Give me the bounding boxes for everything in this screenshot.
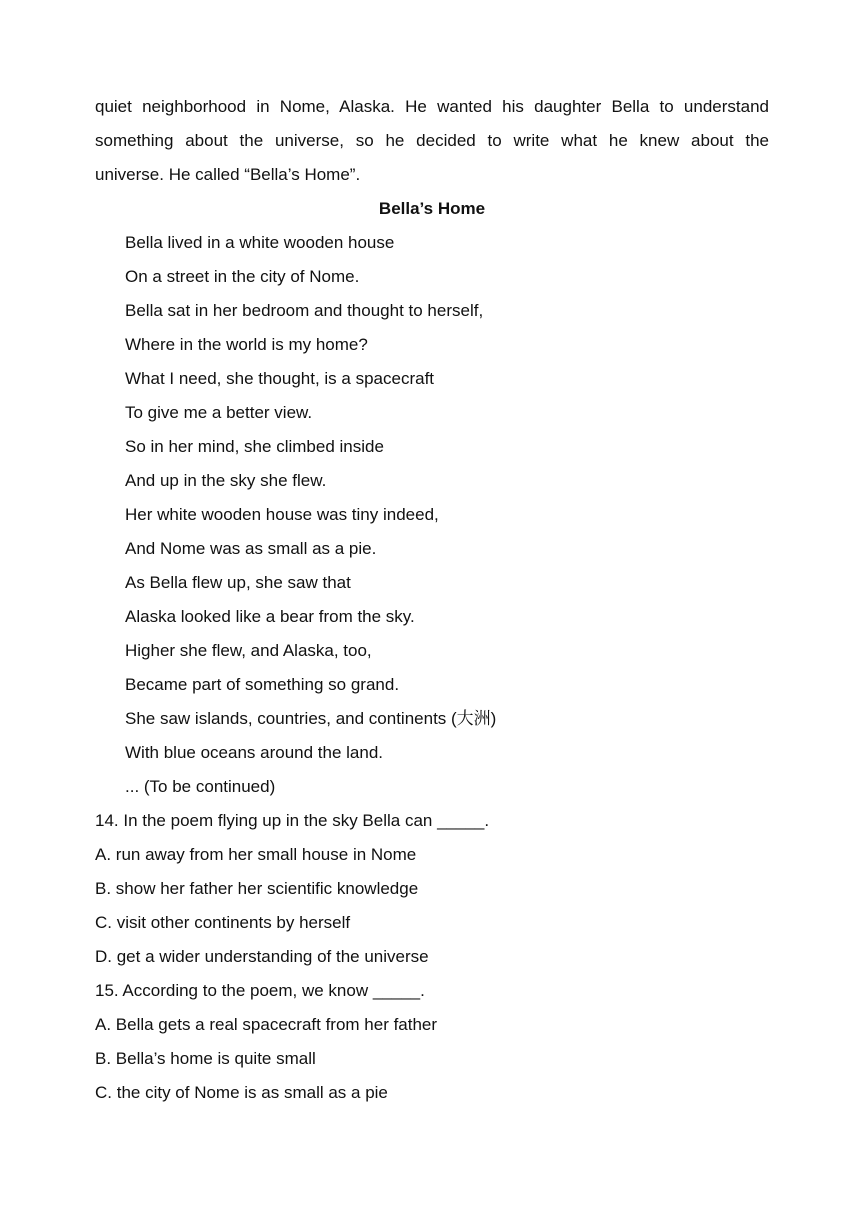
poem-line: To give me a better view. xyxy=(125,403,313,422)
poem-line: Became part of something so grand. xyxy=(125,675,400,694)
poem-line: Higher she flew, and Alaska, too, xyxy=(125,641,372,660)
poem-line: As Bella flew up, she saw that xyxy=(125,573,351,592)
poem-line: Bella sat in her bedroom and thought to herself, xyxy=(125,301,484,320)
document-page xyxy=(95,90,769,1110)
intro-line: universe. He called “Bella’s Home”. xyxy=(95,165,361,184)
answer-option: A. run away from her small house in Nome xyxy=(95,845,417,864)
poem-line: On a street in the city of Nome. xyxy=(125,267,360,286)
answer-option: C. visit other continents by herself xyxy=(95,913,351,932)
poem-line: She saw islands, countries, and continents (大洲) xyxy=(125,709,497,728)
answer-option: B. Bella’s home is quite small xyxy=(95,1049,316,1068)
poem-line: Where in the world is my home? xyxy=(125,335,368,354)
poem-line: Her white wooden house was tiny indeed, xyxy=(125,505,439,524)
answer-option: B. show her father her scientific knowledge xyxy=(95,879,419,898)
poem-line: What I need, she thought, is a spacecraft xyxy=(125,369,435,388)
poem-title: Bella’s Home xyxy=(378,199,486,218)
intro-line: quiet neighborhood in Nome, Alaska. He wanted his daughter Bella to understand xyxy=(95,97,769,116)
answer-option: D. get a wider understanding of the universe xyxy=(95,947,429,966)
poem-line: And up in the sky she flew. xyxy=(125,471,327,490)
question-stem: 15. According to the poem, we know _____. xyxy=(95,981,425,1000)
poem-line: And Nome was as small as a pie. xyxy=(125,539,377,558)
answer-option: C. the city of Nome is as small as a pie xyxy=(95,1083,388,1102)
question-stem: 14. In the poem flying up in the sky Bella can _____. xyxy=(95,811,490,830)
intro-line: something about the universe, so he decided to write what he knew about the xyxy=(95,131,769,150)
poem-line: So in her mind, she climbed inside xyxy=(125,437,384,456)
poem-line: ... (To be continued) xyxy=(125,777,276,796)
poem-line: Alaska looked like a bear from the sky. xyxy=(125,607,415,626)
poem-line: With blue oceans around the land. xyxy=(125,743,384,762)
poem-line: Bella lived in a white wooden house xyxy=(125,233,395,252)
answer-option: A. Bella gets a real spacecraft from her father xyxy=(95,1015,438,1034)
